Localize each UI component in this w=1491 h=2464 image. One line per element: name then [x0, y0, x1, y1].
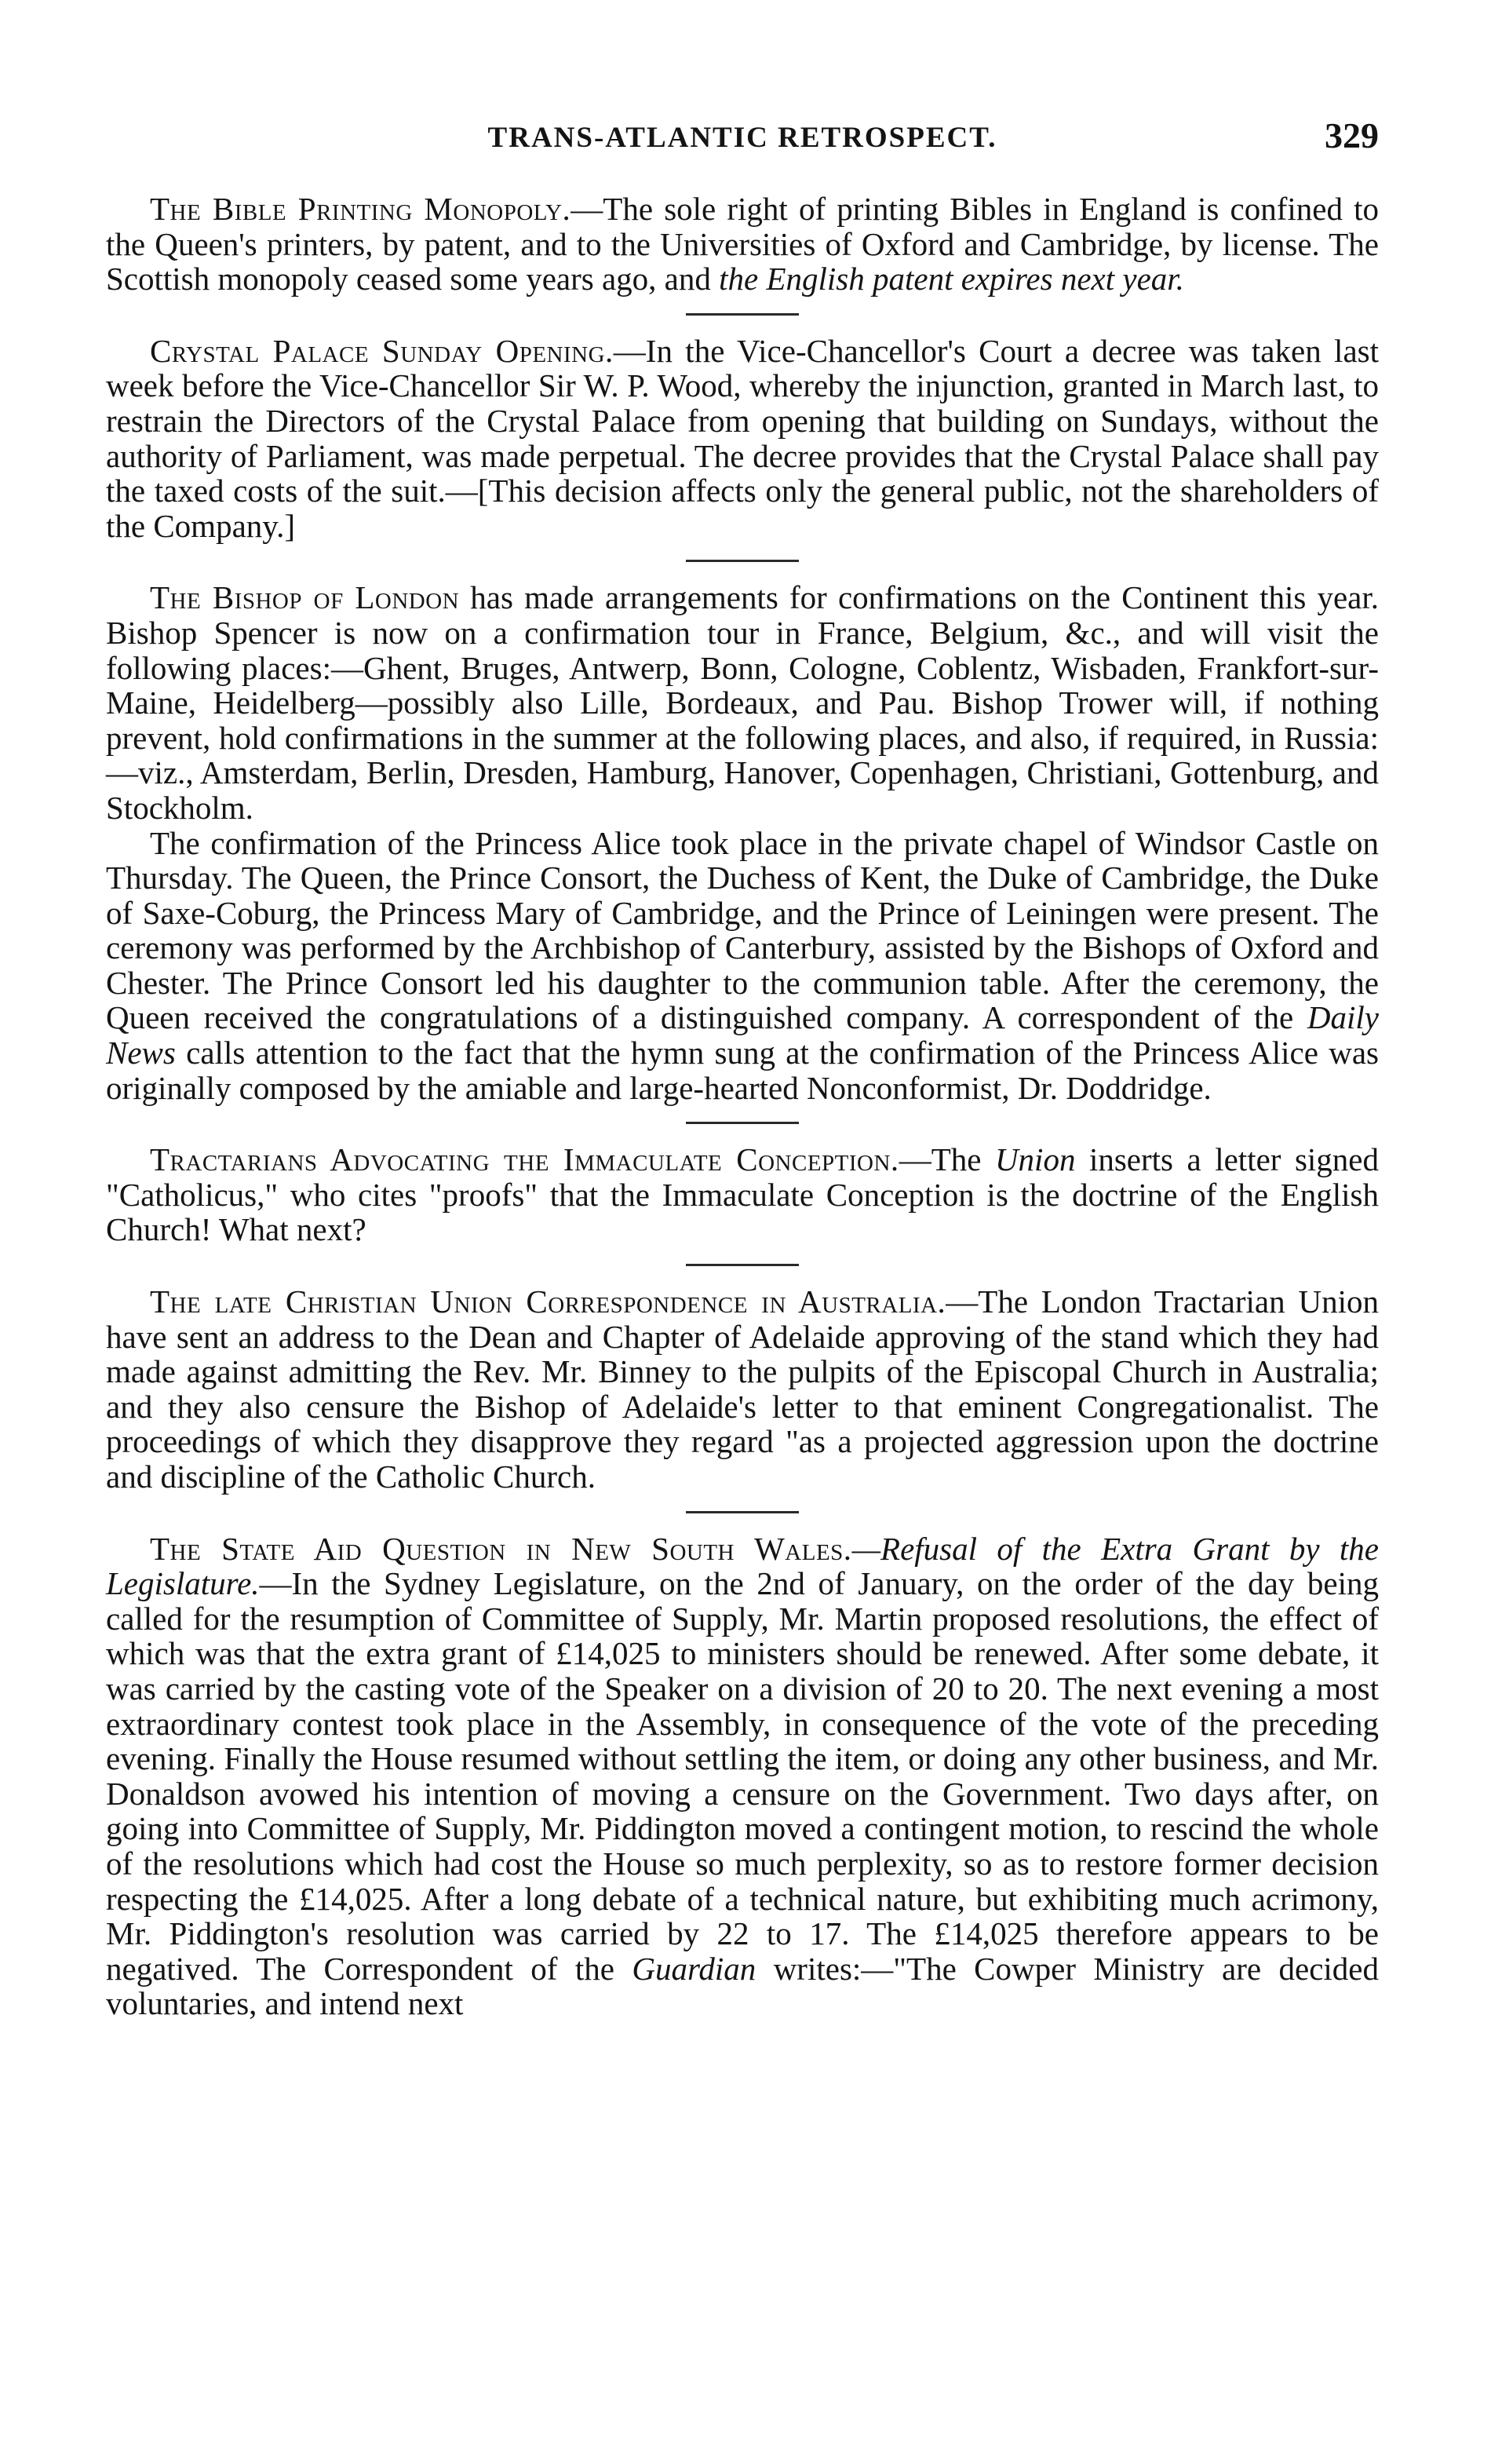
article-body: The confirmation of the Princess Alice took place in the private chapel of Windsor Castle on Thursday. The Queen, the Prince Consort, the Duchess of Kent, the Duke of Cambridge, the Duke of Saxe-Coburg, the Princess Mary of Cambridge, and the Prince of Leiningen were present. The ceremony was performed by the Archbishop of Canterbury, assisted by the Bishops of Oxford and Chester. The Prince Consort led his daughter to the communion table. After the ceremony, the Queen received the congratulations of a distinguished company. A correspondent of the — [106, 824, 1379, 1036]
article-paragraph — [106, 580, 1379, 825]
section-divider — [686, 560, 799, 562]
section-divider — [686, 1511, 799, 1513]
page-content — [106, 192, 1379, 2021]
article-body: —The — [899, 1141, 995, 1178]
article-tractarians — [106, 1142, 1379, 1247]
running-head — [106, 0, 1379, 155]
article-emphasis: Daily News — [106, 999, 1379, 1071]
article-bible-printing — [106, 192, 1379, 297]
article-body: —The London Tractarian Union have sent an address to the Dean and Chapter of Adelaide approving of the stand which they had made against admitting the Rev. Mr. Binney to the pulpits of the Episcopal Church in Australia; and they also censure the Bishop of Adelaide's letter to that eminent Congregationalist. The proceedings of which they disapprove they regard "as a projected aggression upon the doctrine and discipline of the Catholic Church. — [106, 1283, 1379, 1495]
article-emphasis: Union — [994, 1141, 1076, 1178]
article-paragraph — [106, 1284, 1379, 1495]
article-paragraph — [106, 1531, 1379, 2021]
section-divider — [686, 313, 799, 316]
article-heading: The State Aid Question in New South Wales. — [150, 1530, 852, 1567]
article-heading: Crystal Palace Sunday Opening. — [150, 332, 614, 369]
article-body: —The sole right of printing Bibles in England is confined to the Queen's printers, by patent, and to the Universities of Oxford and Cambridge, by license. The Scottish monopoly ceased some years ago, and — [106, 191, 1379, 298]
article-crystal-palace — [106, 334, 1379, 544]
section-divider — [686, 1264, 799, 1266]
article-body: —In the Sydney Legislature, on the 2nd of January, on the order of the day being called for the resumption of Committee of Supply, Mr. Martin proposed resolutions, the effect of which was that the extra grant of £14,025 to ministers should be renewed. After some debate, it was carried by the casting vote of the Speaker on a division of 20 to 20. The next evening a most extraordinary contest took place in the Assembly, in consequence of the vote of the preceding evening. Finally the House resumed without settling the item, or doing any other business, and Mr. Donaldson avowed his intention of moving a censure on the Government. Two days after, on going into Committee of Supply, Mr. Piddington moved a contingent motion, to rescind the whole of the resolutions which had cost the House so much perplexity, so as to restore former decision respecting the £14,025. After a long debate of a technical nature, but exhibiting much acrimony, Mr. Piddington's resolution was carried by 22 to 17. The £14,025 therefore appears to be negatived. The Correspondent of the — [106, 1565, 1379, 1987]
article-state-aid-nsw — [106, 1531, 1379, 2021]
article-body: has made arrangements for confirmations on the Continent this year. Bishop Spencer is now on a confirmation tour in France, Belgium, &c., and will visit the following places:—Ghent, Bruges, Antwerp, Bonn, Cologne, Coblentz, Wisbaden, Frankfort-sur-Maine, Heidelberg—possibly also Lille, Bordeaux, and Pau. Bishop Trower will, if nothing prevent, hold confirmations in the summer at the following places, and also, if required, in Russia:—viz., Amsterdam, Berlin, Dresden, Hamburg, Hanover, Copenhagen, Christiani, Gottenburg, and Stockholm. — [106, 579, 1379, 826]
article-paragraph — [106, 192, 1379, 297]
article-body: calls attention to the fact that the hymn sung at the confirmation of the Princess Alice was originally composed by the amiable and large-hearted Nonconformist, Dr. Doddridge. — [106, 1035, 1379, 1106]
article-christian-union-australia — [106, 1284, 1379, 1495]
article-emphasis: Guardian — [632, 1950, 756, 1987]
article-paragraph — [106, 1142, 1379, 1247]
article-heading: The late Christian Union Correspondence in Australia. — [150, 1283, 946, 1320]
article-heading: The Bible Printing Monopoly. — [150, 191, 571, 227]
article-subheading: —Refusal of the Extra Grant by the Legislature. — [106, 1530, 1380, 1602]
article-heading: The Bishop of London — [150, 579, 460, 616]
book-page — [106, 0, 1380, 2022]
section-divider — [686, 1122, 799, 1124]
article-heading: Tractarians Advocating the Immaculate Conception. — [150, 1141, 899, 1178]
article-body: inserts a letter signed "Catholicus," who cites "proofs" that the Immaculate Conception is the doctrine of the English Church! What next? — [106, 1141, 1379, 1248]
article-paragraph-continuation — [106, 826, 1379, 1106]
running-head-title: TRANS-ATLANTIC RETROSPECT. — [487, 122, 997, 154]
page-number: 329 — [1325, 115, 1379, 155]
article-paragraph — [106, 334, 1379, 544]
article-bishop-of-london — [106, 580, 1379, 1105]
article-emphasis: the English patent expires next year. — [719, 261, 1184, 298]
article-body: writes:—"The Cowper Ministry are decided voluntaries, and intend next — [106, 1950, 1379, 2022]
article-body: —In the Vice-Chancellor's Court a decree was taken last week before the Vice-Chancellor Sir W. P. Wood, whereby the injunction, granted in March last, to restrain the Directors of the Crystal Palace from opening that building on Sundays, without the authority of Parliament, was made perpetual. The decree provides that the Crystal Palace shall pay the taxed costs of the suit.—[This decision affects only the general public, not the shareholders of the Company.] — [106, 332, 1379, 544]
